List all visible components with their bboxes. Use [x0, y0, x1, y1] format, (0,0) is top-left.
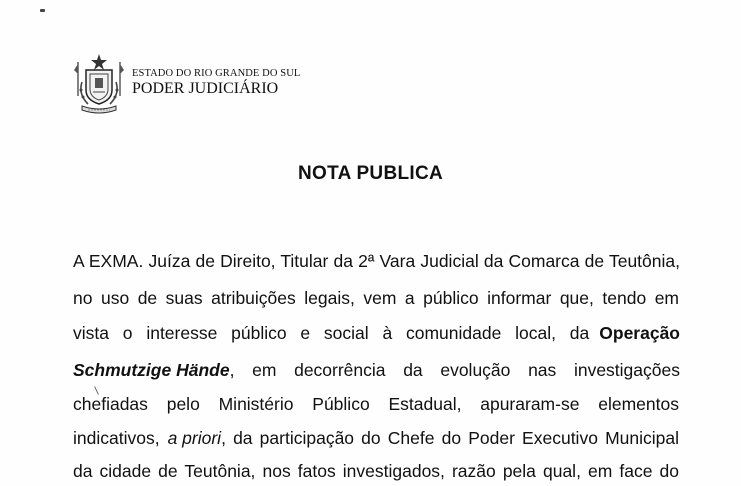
letterhead [72, 52, 332, 118]
body-line-7-text: da cidade de Teutônia, nos fatos investigados, razão pela qual, em face do [73, 461, 679, 481]
body-line-3 [73, 322, 680, 344]
document-title: NOTA PUBLICA [297, 163, 444, 184]
body-line-5 [73, 393, 679, 415]
rio-grande-do-sul-coat-of-arms-icon [72, 52, 126, 116]
body-line-1 [73, 250, 680, 272]
body-line-4 [73, 359, 680, 381]
body-line-5-text: chefiadas pelo Ministério Público Estadual, apuraram-se elementos [73, 394, 679, 414]
court-name: PODER JUDICIÁRIO [132, 80, 279, 97]
operation-name-part-1: Operação [599, 323, 680, 343]
body-line-7 [73, 460, 679, 482]
body-line-2-text: no uso de suas atribuições legais, vem a público informar que, tendo em [73, 288, 679, 308]
body-line-2 [73, 287, 679, 309]
body-line-1-text: A EXMA. Juíza de Direito, Titular da 2ª Vara Judicial da Comarca de Teutônia, [73, 251, 680, 271]
body-line-4-text: , em decorrência da evolução nas investigações [229, 360, 680, 380]
body-line-6-text-a: indicativos, [73, 428, 160, 448]
body-line-3-text: vista o interesse público e social à comunidade local, da [73, 323, 590, 343]
scan-speck [40, 9, 45, 12]
body-line-6-text-b: , da participação do Chefe do Poder Executivo Municipal [221, 428, 679, 448]
a-priori-text: a priori [167, 428, 222, 448]
operation-name-part-2: Schmutzige Hände [73, 360, 230, 380]
body-line-6 [73, 427, 679, 449]
state-name: ESTADO DO RIO GRANDE DO SUL [132, 68, 301, 79]
